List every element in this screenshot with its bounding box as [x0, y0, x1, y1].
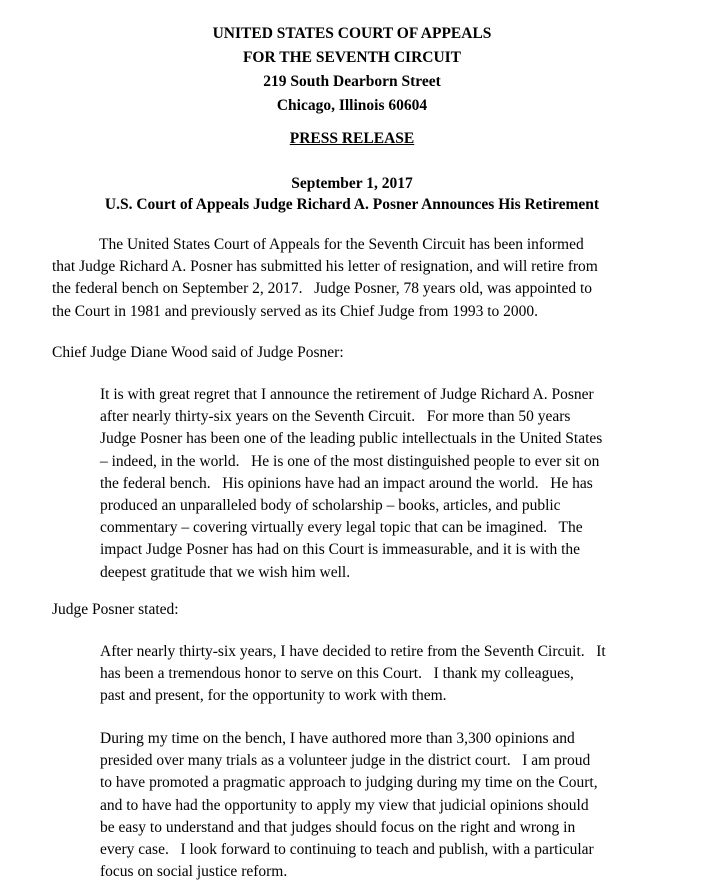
- letterhead-circuit: FOR THE SEVENTH CIRCUIT: [242, 49, 462, 66]
- press-release-label: PRESS RELEASE: [289, 130, 415, 147]
- posner-quote-part1: [100, 641, 606, 708]
- text-line: be easy to understand and that judges should focus on the right and wrong in: [100, 818, 576, 836]
- text-line: presided over many trials as a volunteer judge in the district court. I am proud: [100, 752, 591, 770]
- text-line: The United States Court of Appeals for the Seventh Circuit has been informed: [99, 236, 584, 253]
- posner-intro: Judge Posner stated:: [52, 601, 179, 618]
- text-line: the federal bench on September 2, 2017. Judge Posner, 78 years old, was appointed to: [52, 280, 593, 298]
- text-line: – indeed, in the world. He is one of the most distinguished people to ever sit on: [100, 452, 600, 470]
- release-date: September 1, 2017: [291, 175, 413, 192]
- text-line: After nearly thirty-six years, I have decided to retire from the Seventh Circuit. It: [100, 643, 606, 660]
- intro-paragraph: [52, 234, 598, 323]
- text-line: has been a tremendous honor to serve on this Court. I thank my colleagues,: [100, 665, 574, 683]
- text-line: every case. I look forward to continuing to teach and publish, with a particular: [100, 841, 594, 859]
- court-letterhead: [0, 22, 704, 118]
- letterhead-court-name: UNITED STATES COURT OF APPEALS: [212, 25, 492, 42]
- text-line: the Court in 1981 and previously served as its Chief Judge from 1993 to 2000.: [52, 302, 539, 320]
- text-line: impact Judge Posner has had on this Court is immeasurable, and it is with the: [100, 541, 581, 559]
- text-line: and to have had the opportunity to apply my view that judicial opinions should: [100, 796, 589, 814]
- release-headline: U.S. Court of Appeals Judge Richard A. Posner Announces His Retirement: [104, 196, 600, 213]
- text-line: commentary – covering virtually every legal topic that can be imagined. The: [100, 519, 583, 537]
- text-line: deepest gratitude that we wish him well.: [100, 563, 351, 581]
- text-line: During my time on the bench, I have authored more than 3,300 opinions and: [100, 730, 575, 747]
- letterhead-city: Chicago, Illinois 60604: [276, 97, 428, 114]
- letterhead-street: 219 South Dearborn Street: [263, 73, 441, 90]
- text-line: the federal bench. His opinions have had an impact around the world. He has: [100, 474, 593, 492]
- posner-quote-part2: [100, 728, 598, 883]
- chief-judge-quote: [100, 384, 602, 584]
- chief-judge-intro: Chief Judge Diane Wood said of Judge Posner:: [52, 344, 344, 361]
- text-line: that Judge Richard A. Posner has submitted his letter of resignation, and will retire from: [52, 258, 598, 276]
- text-line: Judge Posner has been one of the leading public intellectuals in the United States: [100, 430, 603, 448]
- text-line: It is with great regret that I announce the retirement of Judge Richard A. Posner: [100, 386, 594, 403]
- text-line: after nearly thirty-six years on the Seventh Circuit. For more than 50 years: [100, 408, 571, 426]
- text-line: focus on social justice reform.: [100, 863, 288, 881]
- text-line: produced an unparalleled body of scholarship – books, articles, and public: [100, 497, 561, 515]
- text-line: to have promoted a pragmatic approach to judging during my time on the Court,: [100, 774, 598, 792]
- text-line: past and present, for the opportunity to work with them.: [100, 687, 447, 705]
